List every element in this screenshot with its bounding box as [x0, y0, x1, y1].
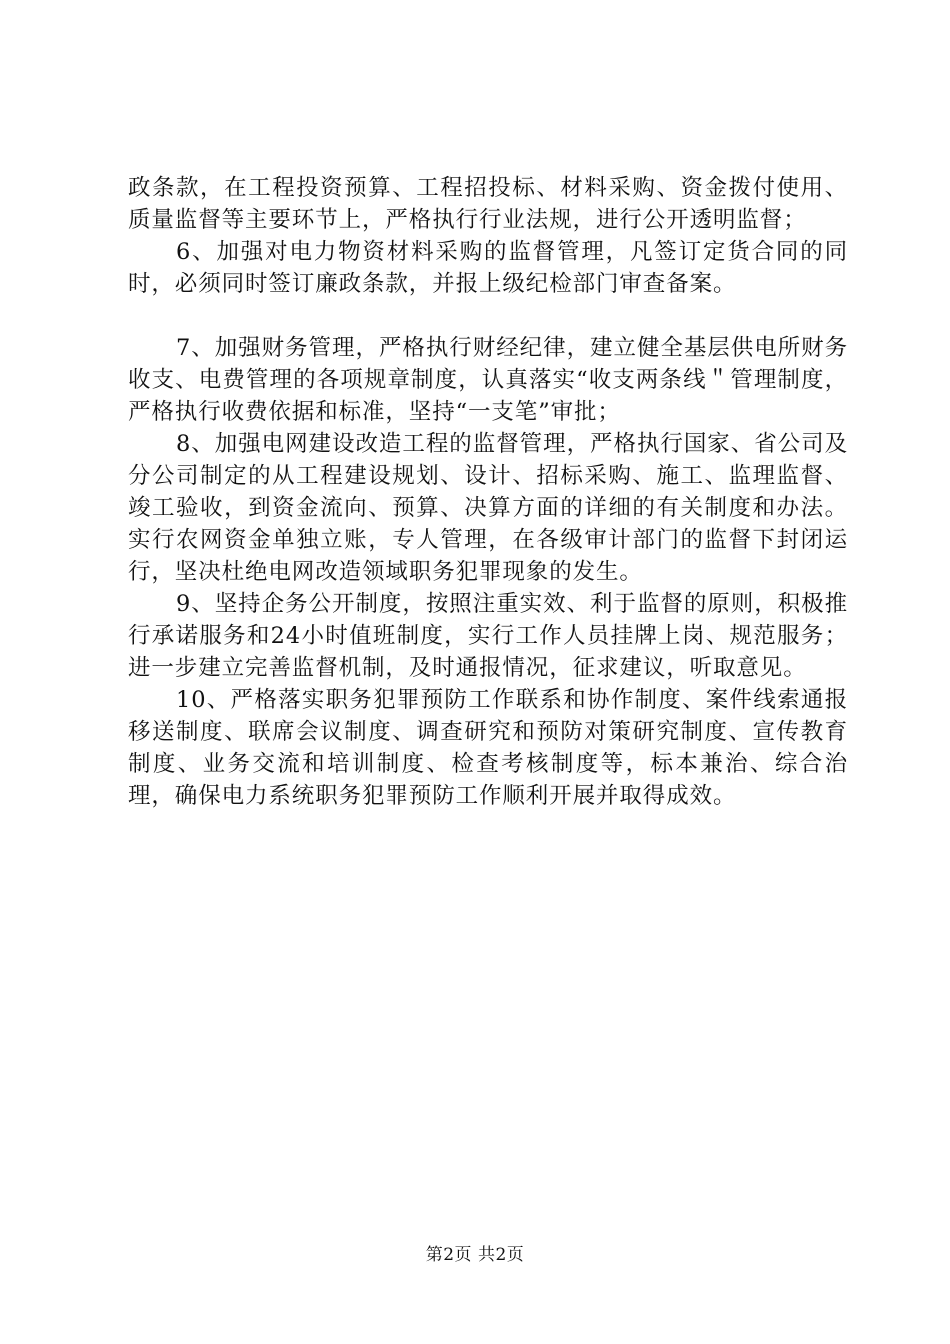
paragraph-spacer — [128, 300, 848, 332]
page-number-footer: 第2页 共2页 — [425, 1245, 525, 1265]
paragraph-item-8: 8、加强电网建设改造工程的监督管理，严格执行国家、省公司及分公司制定的从工程建设规划、设计、招标采购、施工、监理监督、竣工验收，到资金流向、预算、决算方面的详细的有关制度和办法。实行农网资金单独立账，专人管理，在各级审计部门的监督下封闭运行，坚决杜绝电网改造领域职务犯罪现象的发生。 — [128, 431, 848, 585]
document-body — [128, 172, 848, 812]
paragraph-item-10: 10、严格落实职务犯罪预防工作联系和协作制度、案件线索通报移送制度、联席会议制度、调查研究和预防对策研究制度、宣传教育制度、业务交流和培训制度、检查考核制度等，标本兼治、综合治理，确保电力系统职务犯罪预防工作顺利开展并取得成效。 — [128, 687, 848, 809]
paragraph-item-6: 6、加强对电力物资材料采购的监督管理，凡签订定货合同的同时，必须同时签订廉政条款，并报上级纪检部门审查备案。 — [128, 239, 848, 297]
paragraph-item-9: 9、坚持企务公开制度，按照注重实效、利于监督的原则，积极推行承诺服务和24小时值班制度，实行工作人员挂牌上岗、规范服务；进一步建立完善监督机制，及时通报情况，征求建议，听取意见。 — [128, 591, 848, 681]
paragraph-continuation: 政条款，在工程投资预算、工程招投标、材料采购、资金拨付使用、质量监督等主要环节上，严格执行行业法规，进行公开透明监督； — [128, 175, 848, 233]
paragraph-item-7: 7、加强财务管理，严格执行财经纪律，建立健全基层供电所财务收支、电费管理的各项规章制度，认真落实“收支两条线＂管理制度，严格执行收费依据和标准，坚持“一支笔”审批； — [128, 335, 848, 425]
